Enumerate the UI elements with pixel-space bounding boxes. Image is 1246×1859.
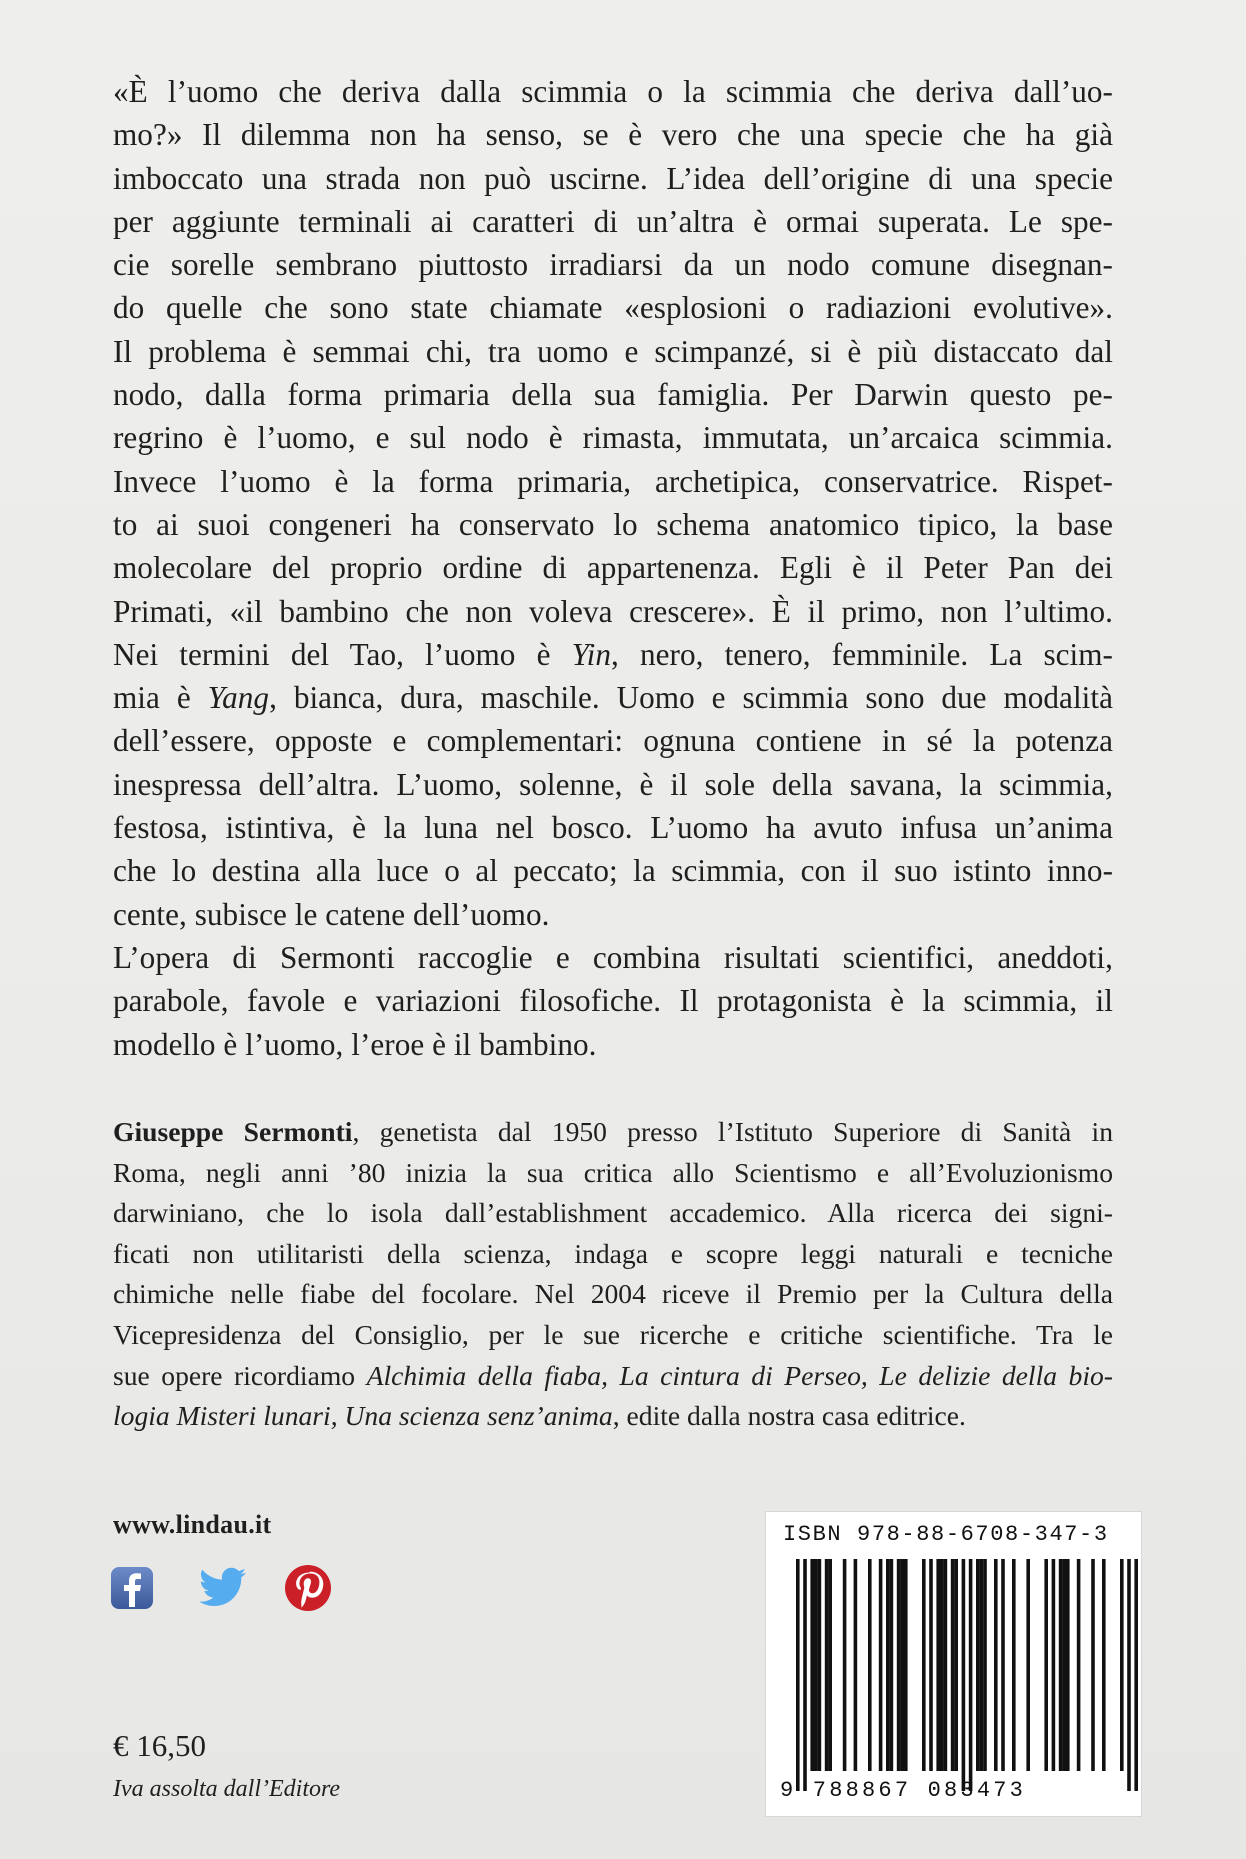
isbn-label: ISBN 978-88-6708-347-3: [783, 1522, 1109, 1547]
barcode-bar: [1091, 1559, 1095, 1771]
bio-line: [113, 1112, 1113, 1153]
blurb-line: per aggiunte terminali ai caratteri di un’altra è ormai superata. Le spe-: [113, 203, 1113, 239]
blurb-line: do quelle che sono state chiamate «esplosioni o radiazioni evolutive».: [113, 290, 1113, 326]
works-titles: logia Misteri lunari, Una scienza senz’anima: [113, 1400, 613, 1432]
blurb-line: Nei termini del Tao, l’uomo è Yin, nero, tenero, femminile. La scim-: [113, 636, 1113, 672]
blurb-line: Primati, «il bambino che non voleva crescere». È il primo, non l’ultimo.: [113, 593, 1113, 629]
bio-line: Vicepresidenza del Consiglio, per le sue ricerche e critiche scientifiche. Tra le: [113, 1318, 1113, 1350]
bio-line: [113, 1396, 1113, 1437]
publisher-website[interactable]: www.lindau.it: [113, 1510, 272, 1539]
barcode-bar: [1077, 1559, 1081, 1771]
barcode-bar: [886, 1559, 890, 1771]
vat-note: Iva assolta dall’Editore: [113, 1776, 341, 1802]
barcode-digits: 9 788867 083473: [780, 1778, 1027, 1803]
barcode-bar: [983, 1559, 987, 1771]
barcode-bar: [1102, 1559, 1106, 1771]
barcode-bar: [828, 1559, 832, 1771]
barcode-bar: [854, 1559, 858, 1771]
barcode-bar: [980, 1559, 984, 1771]
barcode-bar: [825, 1559, 829, 1771]
blurb-line: cie sorelle sembrano piuttosto irradiarsi da un nodo comune disegnan-: [113, 247, 1113, 283]
social-links: [110, 1560, 332, 1616]
bio-line: ficati non utilitaristi della scienza, indaga e scopre leggi naturali e tecniche: [113, 1237, 1113, 1269]
blurb-line: mia è Yang, bianca, dura, maschile. Uomo e scimmia sono due modalità: [113, 680, 1113, 716]
barcode-graphic: [766, 1512, 1141, 1816]
bio-line: [113, 1356, 1113, 1397]
barcode-bar: [814, 1559, 818, 1771]
blurb-line: inespressa dell’altra. L’uomo, solenne, è il sole della savana, la scimmia,: [113, 766, 1113, 802]
bio-line: darwiniano, che lo isola dall’establishment accademico. Alla ricerca dei signi-: [113, 1197, 1113, 1229]
twitter-icon[interactable]: [198, 1567, 248, 1609]
barcode-bar: [904, 1559, 908, 1771]
blurb-line: to ai suoi congeneri ha conservato lo schema anatomico tipico, la base: [113, 506, 1113, 542]
barcode-bar: [929, 1559, 933, 1771]
blurb-line: che lo destina alla luce o al peccato; la scimmia, con il suo istinto inno-: [113, 853, 1113, 889]
bio-line: chimiche nelle fiabe del focolare. Nel 2004 riceve il Premio per la Cultura della: [113, 1278, 1113, 1310]
bio-line: Roma, negli anni ’80 inizia la sua critica allo Scientismo e all’Evoluzionismo: [113, 1156, 1113, 1188]
bio-text: , genetista dal 1950 presso l’Istituto Superiore di Sanità in: [352, 1116, 1113, 1147]
blurb-line: nodo, dalla forma primaria della sua famiglia. Per Darwin questo pe-: [113, 377, 1113, 413]
barcode-bar: [900, 1559, 904, 1771]
blurb-line: regrino è l’uomo, e sul nodo è rimasta, immutata, un’arcaica scimmia.: [113, 420, 1113, 456]
italic-term: Yang: [207, 680, 270, 716]
blurb-line: modello è l’uomo, l’eroe è il bambino.: [113, 1026, 597, 1062]
author-name: Giuseppe Sermonti: [113, 1116, 353, 1147]
barcode-bar: [868, 1559, 872, 1771]
barcode-bar: [1120, 1559, 1124, 1771]
pinterest-icon[interactable]: [284, 1564, 332, 1612]
barcode-bar: [936, 1559, 940, 1771]
blurb-line: dell’essere, opposte e complementari: ognuna contiene in sé la potenza: [113, 723, 1113, 759]
barcode-bar: [1012, 1559, 1016, 1771]
italic-term: Yin: [571, 636, 612, 672]
barcode-bar: [1127, 1559, 1131, 1791]
blurb-line: parabole, favole e variazioni filosofiche. Il protagonista è la scimmia, il: [113, 983, 1113, 1019]
barcode-bar: [954, 1559, 958, 1771]
barcode-bar: [810, 1559, 814, 1771]
barcode-bar: [994, 1559, 998, 1771]
blurb-line: L’opera di Sermonti raccoglie e combina risultati scientifici, aneddoti,: [113, 939, 1113, 975]
bio-text: , edite dalla nostra casa editrice.: [612, 1400, 966, 1432]
barcode-bar: [951, 1559, 955, 1771]
blurb-line: molecolare del proprio ordine di appartenenza. Egli è il Peter Pan dei: [113, 550, 1113, 586]
price: € 16,50: [113, 1728, 206, 1763]
barcode-bar: [897, 1559, 901, 1771]
works-titles: Alchimia della fiaba, La cintura di Perseo, Le delizie della bio-: [366, 1359, 1113, 1391]
barcode-bar: [922, 1559, 926, 1771]
barcode-bar: [1026, 1559, 1030, 1771]
blurb-line: festosa, istintiva, è la luna nel bosco. L’uomo ha avuto infusa un’anima: [113, 810, 1113, 846]
barcode-bar: [1066, 1559, 1070, 1771]
barcode-bar: [890, 1559, 894, 1771]
barcode-bar: [976, 1559, 980, 1771]
barcode-bar: [1062, 1559, 1066, 1771]
barcode-bar: [962, 1559, 966, 1791]
blurb-line: imboccato una strada non può uscirne. L’idea dell’origine di una specie: [113, 160, 1113, 196]
isbn-barcode: [766, 1512, 1141, 1816]
author-bio: [113, 1112, 1113, 1437]
barcode-bar: [879, 1559, 883, 1771]
blurb-line: «È l’uomo che deriva dalla scimmia o la scimmia che deriva dall’uo-: [113, 74, 1113, 109]
barcode-bar: [1044, 1559, 1048, 1771]
barcode-bar: [1001, 1559, 1005, 1771]
barcode-bar: [1052, 1559, 1056, 1771]
barcode-bar: [940, 1559, 944, 1771]
barcode-bar: [843, 1559, 847, 1771]
barcode-bar: [818, 1559, 822, 1771]
barcode-bar: [796, 1559, 800, 1791]
bio-text: sue opere ricordiamo: [113, 1359, 367, 1391]
barcode-bar: [944, 1559, 948, 1771]
barcode-bar: [1134, 1559, 1138, 1791]
barcode-bar: [969, 1559, 973, 1791]
barcode-bar: [803, 1559, 807, 1791]
blurb-line: cente, subisce le catene dell’uomo.: [113, 896, 550, 932]
blurb-line: Il problema è semmai chi, tra uomo e scimpanzé, si è più distaccato dal: [113, 333, 1113, 369]
blurb-line: Invece l’uomo è la forma primaria, archetipica, conservatrice. Rispet-: [113, 463, 1113, 499]
blurb-line: mo?» Il dilemma non ha senso, se è vero che una specie che ha già: [113, 117, 1113, 153]
barcode-bar: [1059, 1559, 1063, 1771]
book-blurb: [113, 70, 1113, 1066]
facebook-icon[interactable]: [110, 1566, 154, 1610]
